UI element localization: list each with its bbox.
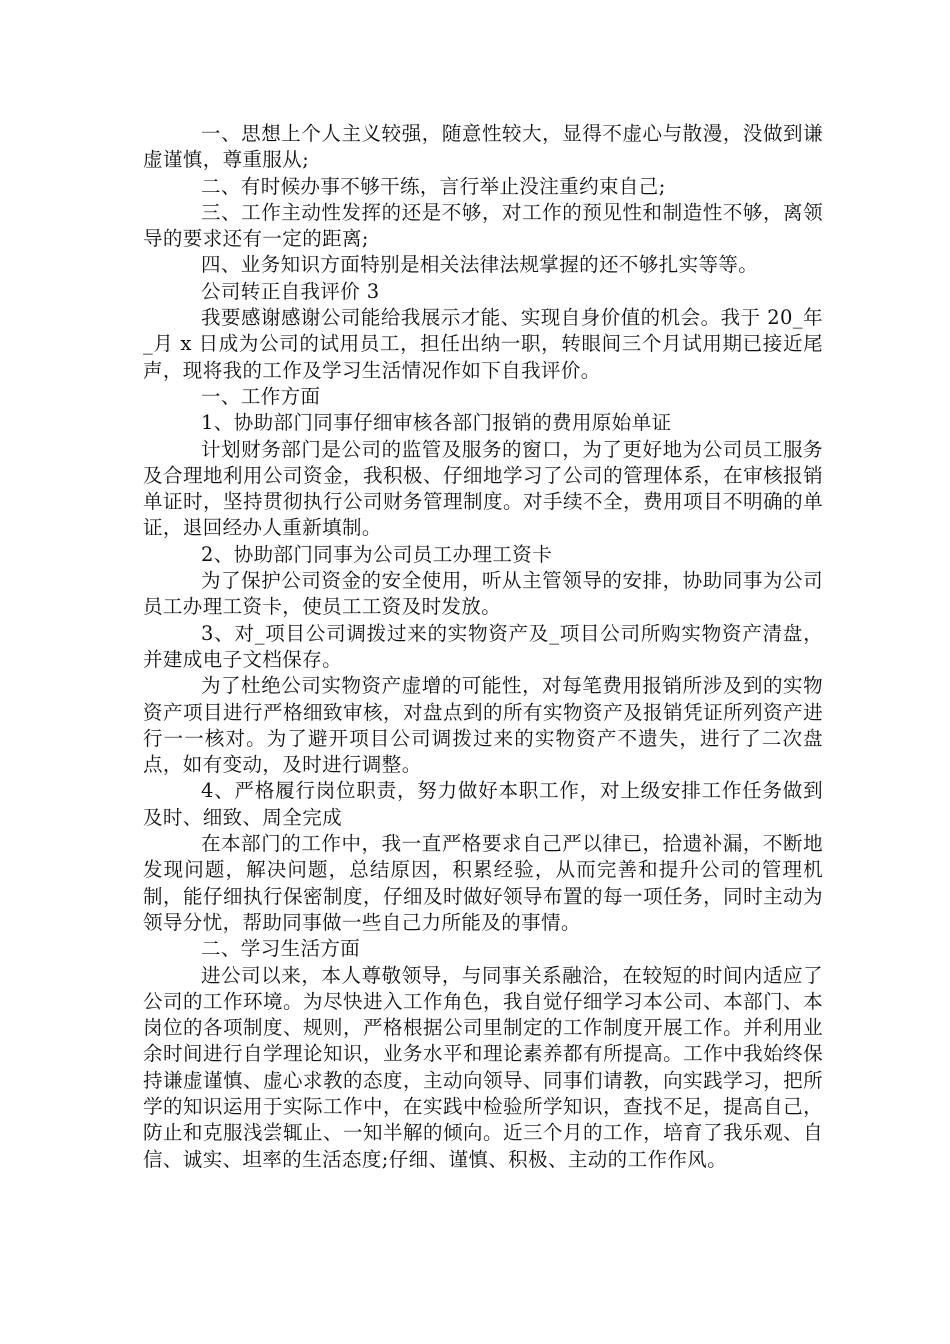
document-body [143, 121, 823, 1173]
subheading-2: 2、协助部门同事为公司员工办理工资卡 [201, 542, 553, 566]
paragraph-work-1: 计划财务部门是公司的监管及服务的窗口，为了更好地为公司员工服务及合理地利用公司资金，我积极、仔细地学习了公司的管理体系，在审核报销单证时，坚持贯彻执行公司财务管理制度。对手续不全，费用项目不明确的单证，退回经办人重新填制。 [143, 437, 823, 540]
paragraph-1: 一、思想上个人主义较强，随意性较大，显得不虚心与散漫，没做到谦虚谨慎，尊重服从; [143, 122, 823, 172]
intro-paragraph: 我要感谢感谢公司能给我展示才能、实现自身价值的机会。我于 20_年_月 x 日成为公司的试用员工，担任出纳一职，转眼间三个月试用期已接近尾声，现将我的工作及学习生活情况作如下自我评价。 [143, 306, 823, 382]
paragraph-study-life: 进公司以来，本人尊敬领导，与同事关系融洽，在较短的时间内适应了公司的工作环境。为尽快进入工作角色，我自觉仔细学习本公司、本部门、本岗位的各项制度、规则，严格根据公司里制定的工作制度开展工作。并利用业余时间进行自学理论知识，业务水平和理论素养都有所提高。工作中我始终保持谦虚谨慎、虚心求教的态度，主动向领导、同事们请教，向实践学习，把所学的知识运用于实际工作中，在实践中检验所学知识，查找不足，提高自己，防止和克服浅尝辄止、一知半解的倾向。近三个月的工作，培育了我乐观、自信、诚实、坦率的生活态度;仔细、谨慎、积极、主动的工作作风。 [143, 963, 823, 1171]
subheading-1: 1、协助部门同事仔细审核各部门报销的费用原始单证 [201, 411, 672, 435]
heading-study-life: 二、学习生活方面 [201, 937, 361, 961]
subheading-4: 4、严格履行岗位职责，努力做好本职工作，对上级安排工作任务做到及时、细致、周全完成 [143, 779, 823, 829]
paragraph-3: 三、工作主动性发挥的还是不够，对工作的预见性和制造性不够，离领导的要求还有一定的距离; [143, 200, 823, 251]
paragraph-work-4: 在本部门的工作中，我一直严格要求自己严以律已，拾遗补漏，不断地发现问题，解决问题，总结原因，积累经验，从而完善和提升公司的管理机制，能仔细执行保密制度，仔细及时做好领导布置的每一项任务，同时主动为领导分忧，帮助同事做一些自己力所能及的事情。 [143, 832, 823, 934]
paragraph-work-3: 为了杜绝公司实物资产虚增的可能性，对每笔费用报销所涉及到的实物资产项目进行严格细致审核，对盘点到的所有实物资产及报销凭证所列资产进行一一核对。为了避开项目公司调拨过来的实物资产不遗失，进行了二次盘点，如有变动，及时进行调整。 [143, 674, 823, 777]
section-heading: 公司转正自我评价 3 [201, 279, 380, 303]
subheading-3: 3、对_项目公司调拨过来的实物资产及_项目公司所购实物资产清盘，并建成电子文档保存。 [143, 621, 823, 671]
paragraph-work-2: 为了保护公司资金的安全使用，听从主管领导的安排，协助同事为公司员工办理工资卡，使员工工资及时发放。 [143, 569, 823, 619]
paragraph-2: 二、有时候办事不够干练，言行举止没注重约束自己; [201, 174, 666, 198]
heading-work: 一、工作方面 [201, 384, 321, 408]
paragraph-4: 四、业务知识方面特别是相关法律法规掌握的还不够扎实等等。 [201, 253, 759, 277]
